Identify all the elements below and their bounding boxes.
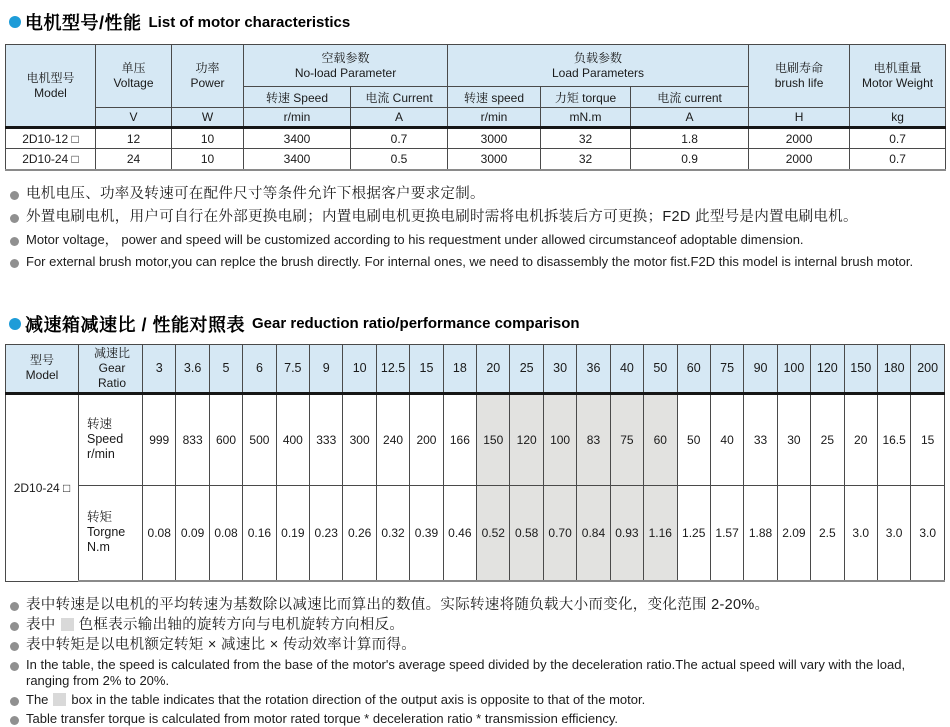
- load-current-value: 0.9: [631, 149, 749, 170]
- col-header-voltage: [96, 45, 172, 108]
- speed-value-ratio-6: 500: [243, 393, 276, 485]
- brush-life-value: 2000: [749, 128, 850, 149]
- gear-title-en: Gear reduction ratio/performance comparison: [252, 315, 580, 332]
- torque-value-ratio-75: 1.57: [710, 485, 743, 581]
- col-voltage-en: Voltage: [113, 76, 154, 90]
- torque-value-ratio-15: 0.39: [410, 485, 443, 581]
- motor-note-3: [10, 232, 945, 248]
- group-load-en: Load Parameters: [552, 65, 645, 80]
- gray-bullet-icon: [10, 259, 19, 268]
- torque-value-ratio-40: 0.93: [610, 485, 643, 581]
- torque-value-ratio-25: 0.58: [510, 485, 543, 581]
- gear-note-6: [10, 711, 945, 727]
- speed-value-ratio-25: 120: [510, 393, 543, 485]
- unit-brush-life: H: [749, 108, 850, 128]
- torque-value-ratio-120: 2.5: [811, 485, 844, 581]
- gray-box-icon: [61, 618, 74, 631]
- unit-load-current: A: [631, 108, 749, 128]
- torque-value-ratio-3.6: 0.09: [176, 485, 209, 581]
- gray-bullet-icon: [10, 662, 19, 671]
- gear-notes: [10, 597, 945, 727]
- gear-ratio-12.5: 12.5: [376, 344, 409, 393]
- torque-value-ratio-200: 3.0: [911, 485, 945, 581]
- gear-title-zh: 减速箱减速比 / 性能对照表: [25, 314, 246, 335]
- gear-speed-row: [6, 393, 945, 485]
- speed-value-ratio-150: 20: [844, 393, 877, 485]
- torque-label-cell: [79, 485, 143, 581]
- gear-ratio-6: 6: [243, 344, 276, 393]
- speed-value-ratio-100: 30: [777, 393, 810, 485]
- col-voltage-zh: 单压: [121, 61, 146, 75]
- gear-note-text: Table transfer torque is calculated from motor rated torque * deceleration ratio * transmission efficiency.: [26, 711, 619, 726]
- gear-ratio-15: 15: [410, 344, 443, 393]
- speed-value-ratio-10: 300: [343, 393, 376, 485]
- speed-value-ratio-3.6: 833: [176, 393, 209, 485]
- speed-value-ratio-60: 50: [677, 393, 710, 485]
- motor-note-text: 电机电压、功率及转速可在配件尺寸等条件允许下根据客户要求定制。: [26, 185, 485, 202]
- gear-note-text: 表中转速是以电机的平均转速为基数除以减速比而算出的数值。实际转速将随负载大小而变化，变化范围 2-20%。: [26, 597, 770, 613]
- sub-header-load-speed: 转速 speed: [448, 87, 541, 108]
- sub-header-load-torque: 力矩 torque: [541, 87, 631, 108]
- col-header-model: [6, 45, 96, 128]
- model-cell: 2D10-12 □: [6, 128, 96, 149]
- gear-ratio-36: 36: [577, 344, 610, 393]
- gear-note-3: [10, 637, 945, 654]
- torque-value-ratio-90: 1.88: [744, 485, 777, 581]
- weight-value: 0.7: [850, 149, 946, 170]
- gear-ratio-3: 3: [143, 344, 176, 393]
- unit-weight: kg: [850, 108, 946, 128]
- gear-torque-row: [6, 485, 945, 581]
- gear-header-row: [6, 344, 945, 393]
- speed-value-ratio-30: 100: [543, 393, 576, 485]
- speed-value-ratio-7.5: 400: [276, 393, 309, 485]
- speed-value-ratio-20: 150: [477, 393, 510, 485]
- speed-label-zh: 转速: [87, 417, 113, 431]
- motor-title-zh: 电机型号/性能: [25, 13, 142, 33]
- gear-ratio-20: 20: [477, 344, 510, 393]
- group-header-noload: [244, 45, 448, 87]
- gear-ratio-9: 9: [310, 344, 343, 393]
- speed-value-ratio-36: 83: [577, 393, 610, 485]
- speed-value-ratio-200: 15: [911, 393, 945, 485]
- unit-noload-speed: r/min: [244, 108, 351, 128]
- gear-ratio-180: 180: [877, 344, 910, 393]
- speed-value-ratio-18: 166: [443, 393, 476, 485]
- torque-value-ratio-9: 0.23: [310, 485, 343, 581]
- speed-value-ratio-180: 16.5: [877, 393, 910, 485]
- col-power-en: Power: [190, 76, 225, 90]
- gear-note-text: The box in the table indicates that the rotation direction of the output axis is opposite to that of the motor.: [26, 692, 646, 707]
- speed-value-ratio-75: 40: [710, 393, 743, 485]
- col-header-brush-life: [749, 45, 850, 108]
- motor-title-en: List of motor characteristics: [148, 13, 351, 31]
- speed-value-ratio-5: 600: [209, 393, 242, 485]
- gear-ratio-7.5: 7.5: [276, 344, 309, 393]
- torque-value-ratio-20: 0.52: [477, 485, 510, 581]
- gear-model-cell: 2D10-24 □: [6, 393, 79, 581]
- speed-value-ratio-40: 75: [610, 393, 643, 485]
- sub-header-load-current: 电流 current: [631, 87, 749, 108]
- gray-bullet-icon: [10, 697, 19, 706]
- gear-note-4: [10, 657, 945, 689]
- gear-ratio-90: 90: [744, 344, 777, 393]
- sub-header-noload-speed: 转速 Speed: [244, 87, 351, 108]
- gear-ratio-150: 150: [844, 344, 877, 393]
- motor-row-2d10-12: [6, 128, 946, 149]
- load-torque-value: 32: [541, 149, 631, 170]
- torque-value-ratio-3: 0.08: [143, 485, 176, 581]
- group-noload-en: No-load Parameter: [294, 65, 397, 80]
- torque-label-unit: N.m: [87, 540, 110, 555]
- gear-col-header-model: [6, 344, 79, 393]
- gear-ratio-30: 30: [543, 344, 576, 393]
- gear-note-5: [10, 692, 945, 708]
- gear-ratio-table: [5, 344, 945, 583]
- gray-bullet-icon: [10, 642, 19, 651]
- gear-ratio-50: 50: [644, 344, 677, 393]
- gear-ratio-40: 40: [610, 344, 643, 393]
- weight-value: 0.7: [850, 128, 946, 149]
- sub-header-noload-current: 电流 Current: [351, 87, 448, 108]
- torque-value-ratio-30: 0.70: [543, 485, 576, 581]
- speed-value-ratio-15: 200: [410, 393, 443, 485]
- speed-label-cell: [79, 393, 143, 485]
- noload-speed-value: 3400: [244, 128, 351, 149]
- gear-col-header-ratio: [79, 344, 143, 393]
- speed-value-ratio-90: 33: [744, 393, 777, 485]
- unit-load-torque: mN.m: [541, 108, 631, 128]
- col-weight-en: Motor Weight: [861, 76, 934, 90]
- torque-value-ratio-60: 1.25: [677, 485, 710, 581]
- col-power-zh: 功率: [195, 61, 220, 75]
- gray-bullet-icon: [10, 191, 19, 200]
- motor-characteristics-table: [5, 44, 946, 171]
- torque-value-ratio-7.5: 0.19: [276, 485, 309, 581]
- group-noload-zh: 空载参数: [321, 50, 370, 65]
- gear-note-text: In the table, the speed is calculated from the base of the motor's average speed divided by the deceleration ratio.The actual speed will vary with the load, ranging from 2% to 20%.: [26, 657, 906, 688]
- torque-label-zh: 转矩: [87, 510, 113, 525]
- gear-ratio-60: 60: [677, 344, 710, 393]
- blue-bullet-icon: [9, 318, 21, 330]
- gray-bullet-icon: [10, 622, 19, 631]
- gray-bullet-icon: [10, 602, 19, 611]
- speed-value-ratio-12.5: 240: [376, 393, 409, 485]
- load-current-value: 1.8: [631, 128, 749, 149]
- gear-ratio-10: 10: [343, 344, 376, 393]
- brush-life-value: 2000: [749, 149, 850, 170]
- motor-notes: [10, 186, 945, 270]
- torque-value-ratio-6: 0.16: [243, 485, 276, 581]
- gray-bullet-icon: [10, 716, 19, 725]
- col-weight-zh: 电机重量: [873, 61, 922, 75]
- torque-value-ratio-100: 2.09: [777, 485, 810, 581]
- gear-ratio-100: 100: [777, 344, 810, 393]
- gear-ratio-120: 120: [811, 344, 844, 393]
- torque-label-en: Torgne: [87, 525, 126, 540]
- gear-ratio-18: 18: [443, 344, 476, 393]
- unit-voltage: V: [96, 108, 172, 128]
- unit-load-speed: r/min: [448, 108, 541, 128]
- gray-bullet-icon: [10, 214, 19, 223]
- col-header-power: [172, 45, 244, 108]
- speed-value-ratio-50: 60: [644, 393, 677, 485]
- motor-note-1: [10, 186, 945, 203]
- speed-label-unit: r/min: [87, 447, 115, 461]
- col-header-motor-weight: [850, 45, 946, 108]
- gear-note-1: [10, 597, 945, 614]
- gear-note-2: [10, 617, 945, 634]
- gear-ratio-3.6: 3.6: [176, 344, 209, 393]
- torque-value-ratio-36: 0.84: [577, 485, 610, 581]
- speed-value-ratio-120: 25: [811, 393, 844, 485]
- group-header-load: [448, 45, 749, 87]
- gear-ratio-200: 200: [911, 344, 945, 393]
- col-model-en: Model: [34, 85, 67, 100]
- motor-note-text: 外置电刷电机，用户可自行在外部更换电刷；内置电刷电机更换电刷时需将电机拆装后方可更换；F2D 此型号是内置电刷电机。: [26, 208, 858, 225]
- noload-current-value: 0.7: [351, 128, 448, 149]
- power-value: 10: [172, 128, 244, 149]
- gear-ratio-5: 5: [209, 344, 242, 393]
- motor-note-text: For external brush motor,you can replce the brush directly. For internal ones, we need to disassembly the motor fist.F2D this model is internal brush motor.: [26, 253, 914, 269]
- gear-col-model-en: Model: [25, 368, 59, 382]
- speed-value-ratio-3: 999: [143, 393, 176, 485]
- gear-note-text: 表中转矩是以电机额定转矩 × 减速比 × 传动效率计算而得。: [26, 637, 417, 653]
- voltage-value: 24: [96, 149, 172, 170]
- motor-note-4: [10, 254, 945, 270]
- speed-label-en: Speed: [87, 432, 124, 446]
- torque-value-ratio-50: 1.16: [644, 485, 677, 581]
- gear-col-ratio-en: Gear Ratio: [97, 360, 126, 390]
- motor-section-title: [5, 8, 945, 34]
- voltage-value: 12: [96, 128, 172, 149]
- load-torque-value: 32: [541, 128, 631, 149]
- motor-row-2d10-24: [6, 149, 946, 170]
- gear-ratio-25: 25: [510, 344, 543, 393]
- torque-value-ratio-10: 0.26: [343, 485, 376, 581]
- torque-value-ratio-18: 0.46: [443, 485, 476, 581]
- unit-noload-current: A: [351, 108, 448, 128]
- noload-speed-value: 3400: [244, 149, 351, 170]
- torque-value-ratio-150: 3.0: [844, 485, 877, 581]
- col-model-zh: 电机型号: [26, 70, 75, 85]
- gear-section-title: [5, 310, 945, 336]
- torque-value-ratio-5: 0.08: [209, 485, 242, 581]
- group-load-zh: 负载参数: [574, 50, 623, 65]
- load-speed-value: 3000: [448, 128, 541, 149]
- model-cell: 2D10-24 □: [6, 149, 96, 170]
- gear-note-text: 表中 色框表示输出轴的旋转方向与电机旋转方向相反。: [26, 617, 405, 633]
- gear-ratio-75: 75: [710, 344, 743, 393]
- col-brush-zh: 电刷寿命: [775, 61, 824, 75]
- gray-box-icon: [53, 693, 66, 706]
- torque-value-ratio-12.5: 0.32: [376, 485, 409, 581]
- load-speed-value: 3000: [448, 149, 541, 170]
- blue-bullet-icon: [9, 16, 21, 28]
- torque-value-ratio-180: 3.0: [877, 485, 910, 581]
- noload-current-value: 0.5: [351, 149, 448, 170]
- unit-power: W: [172, 108, 244, 128]
- motor-note-2: [10, 209, 945, 226]
- gear-col-model-zh: 型号: [29, 353, 54, 367]
- motor-note-text: Motor voltage， power and speed will be customized according to his requestment under allowed circumstanceof adoptable dimension.: [26, 231, 804, 247]
- col-brush-en: brush life: [774, 76, 824, 90]
- power-value: 10: [172, 149, 244, 170]
- speed-value-ratio-9: 333: [310, 393, 343, 485]
- gray-bullet-icon: [10, 237, 19, 246]
- gear-col-ratio-zh: 减速比: [93, 345, 130, 360]
